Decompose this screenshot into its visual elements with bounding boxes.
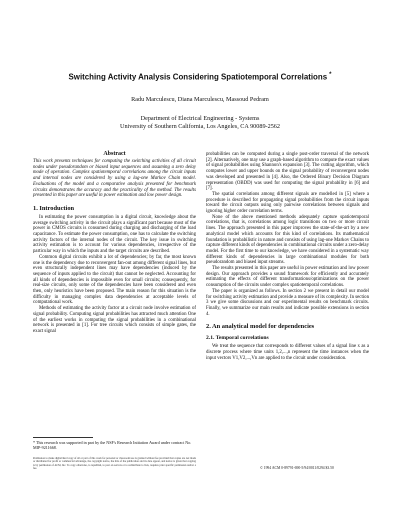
right-paragraph-4: The results presented in this paper are useful in power estimation and low power design. Our approach provides a sound framework for efficiently and accurately estimating the effects of different transformations/optimizations on the power consumption of the circuits under complex spatiotemporal correlations. bbox=[206, 266, 369, 289]
paper-title bbox=[20, 70, 380, 83]
affiliation bbox=[20, 115, 380, 131]
title-text: Switching Activity Analysis Considering Spatiotemporal Correlations bbox=[68, 72, 328, 82]
footnote-text: * This research was supported in part by the NSF's Research Initiation Award under contract No. MIP-9211668. bbox=[33, 440, 192, 450]
footnote-rule bbox=[33, 437, 93, 438]
right-paragraph-5: The paper is organized as follows. In section 2 we present in detail our model for switching activity estimation and provide a measure of its complexity. In section 3 we give some discussions and our experimental results on benchmark circuits. Finally, we summarize our main results and indicate possible extensions in section 4. bbox=[206, 288, 369, 317]
intro-paragraph-2: Common digital circuits exhibit a lot of dependencies; by far, the most known one is the dependency due to reconvergent fan-out among different signal lines, but even structurally independent lines may have dependencies (induced by the sequence of inputs applied to the circuit) that cannot be neglected. Accounting for all kinds of dependencies is impossible even for small circuits; consequently, for real-size circuits, only some of the dependencies have been considered and even then, only heuristics have been proposed. The main reason for this situation is the difficulty in managing complex data dependencies at acceptable levels of computational work. bbox=[33, 254, 196, 306]
right-paragraph-3: None of the above mentioned methods adequately capture spatiotemporal correlations, that is, correlations among logic transitions on two or more circuit lines. The approach presented in this paper improves the state-of-the-art by a new analytical model which accounts for this kind of correlations. Its mathematical foundation is probabilistic in nature and consists of using lag-one Markov Chains to capture different kinds of dependencies in combinational circuits under a zero-delay model. For the first time to our knowledge, we have considered in a systematic way different kinds of dependencies in large combinational modules for both pseudorandom and biased input streams. bbox=[206, 214, 369, 266]
abstract-text: This work presents techniques for computing the switching activities of all circuit nodes under pseudorandom or biased input sequences and assuming a zero delay mode of operation. Complex spatiotemporal correlations among the circuit inputs and internal nodes are considered by using a lag-one Markov Chain model. Evaluations of the model and a comparative analysis presented for benchmark circuits demonstrates the accuracy and the practicality of the method. The results presented in this paper are useful in power estimation and low power design. bbox=[33, 159, 196, 199]
affiliation-department: Department of Electrical Engineering - Systems bbox=[140, 115, 260, 122]
subsection-heading-temporal: 2.1. Temporal correlations bbox=[206, 335, 269, 342]
intro-paragraph-1: In estimating the power consumption in a digital circuit, knowledge about the average switching activity in the circuit plays a significant part because most of the power in CMOS circuits is consumed during charging and discharging of the load capacitance. To estimate the power consumption, one has to calculate the switching activity factors of the internal nodes of the circuit. The key issue in switching activity estimation is to account for various dependencies, irrespective of the particular way in which the inputs and the target circuits are described. bbox=[33, 214, 196, 255]
right-column bbox=[206, 152, 369, 362]
right-paragraph-2: The spatial correlations among different signals are modelled in [5] where a procedure is described for propagating signal probabilities from the circuit inputs toward the circuit outputs using only pairwise correlations between signals and ignoring higher order correlation terms. bbox=[206, 191, 369, 215]
title-footnote-mark: * bbox=[329, 72, 332, 78]
section-heading-introduction: 1. Introduction bbox=[33, 204, 75, 212]
acm-copyright-line: © 1994 ACM 0-89791-690-5/94/0011/0294 $3.50 bbox=[260, 466, 334, 470]
section-heading-analytical-model: 2. An analytical model for dependencies bbox=[206, 323, 315, 331]
affiliation-university: University of Southern California, Los Angeles, CA 90089-2562 bbox=[120, 123, 280, 130]
abstract-heading: Abstract bbox=[103, 151, 126, 157]
copyright-notice: Permission to make digital/hard copy of all or part of this work for personal or classroom use is granted without fee provided that copies are not made or distributed for profit or commercial advantage, the copyright notice, the title of the publication and its date appear, and notice is given that copying is by permission of ACM, Inc. To copy otherwise, to republish, to post on servers or to redistribute to lists, requires prior specific permission and/or a fee. bbox=[33, 457, 196, 470]
author-list: Radu Marculescu, Diana Marculescu, Massoud Pedram bbox=[131, 96, 269, 103]
funding-footnote bbox=[33, 437, 196, 450]
section2-paragraph-1: We treat the sequence that corresponds to different values of a signal line x as a discrete process where time units 1,2,...,n represent the time instances when the input vectors V1,V2,...,Vn are applied to the circuit under consideration. bbox=[206, 344, 369, 361]
left-column bbox=[33, 150, 196, 335]
right-paragraph-1: probabilities can be computed during a single post-order traversal of the network [2]. Alternatively, one may use a graph-based algorithm to compute the exact values of signal probabilities using Shannon's expansion [3]. The cutting algorithm, which computes lower and upper bounds on the signal probability of reconvergent nodes was developed and presented in [4]. Also, the Ordered Binary Decision Diagram representation (OBDD) was used for computing the signal probability in [6] and [7]. bbox=[206, 152, 369, 192]
intro-paragraph-3: Methods of estimating the activity factor at a circuit node involve estimation of signal probability. Computing signal probabilities has attracted much attention One of the earliest works in computing the signal probabilities in a combinational network is presented in [1]. For tree circuits which consists of simple gates, the exact signal bbox=[33, 306, 196, 334]
